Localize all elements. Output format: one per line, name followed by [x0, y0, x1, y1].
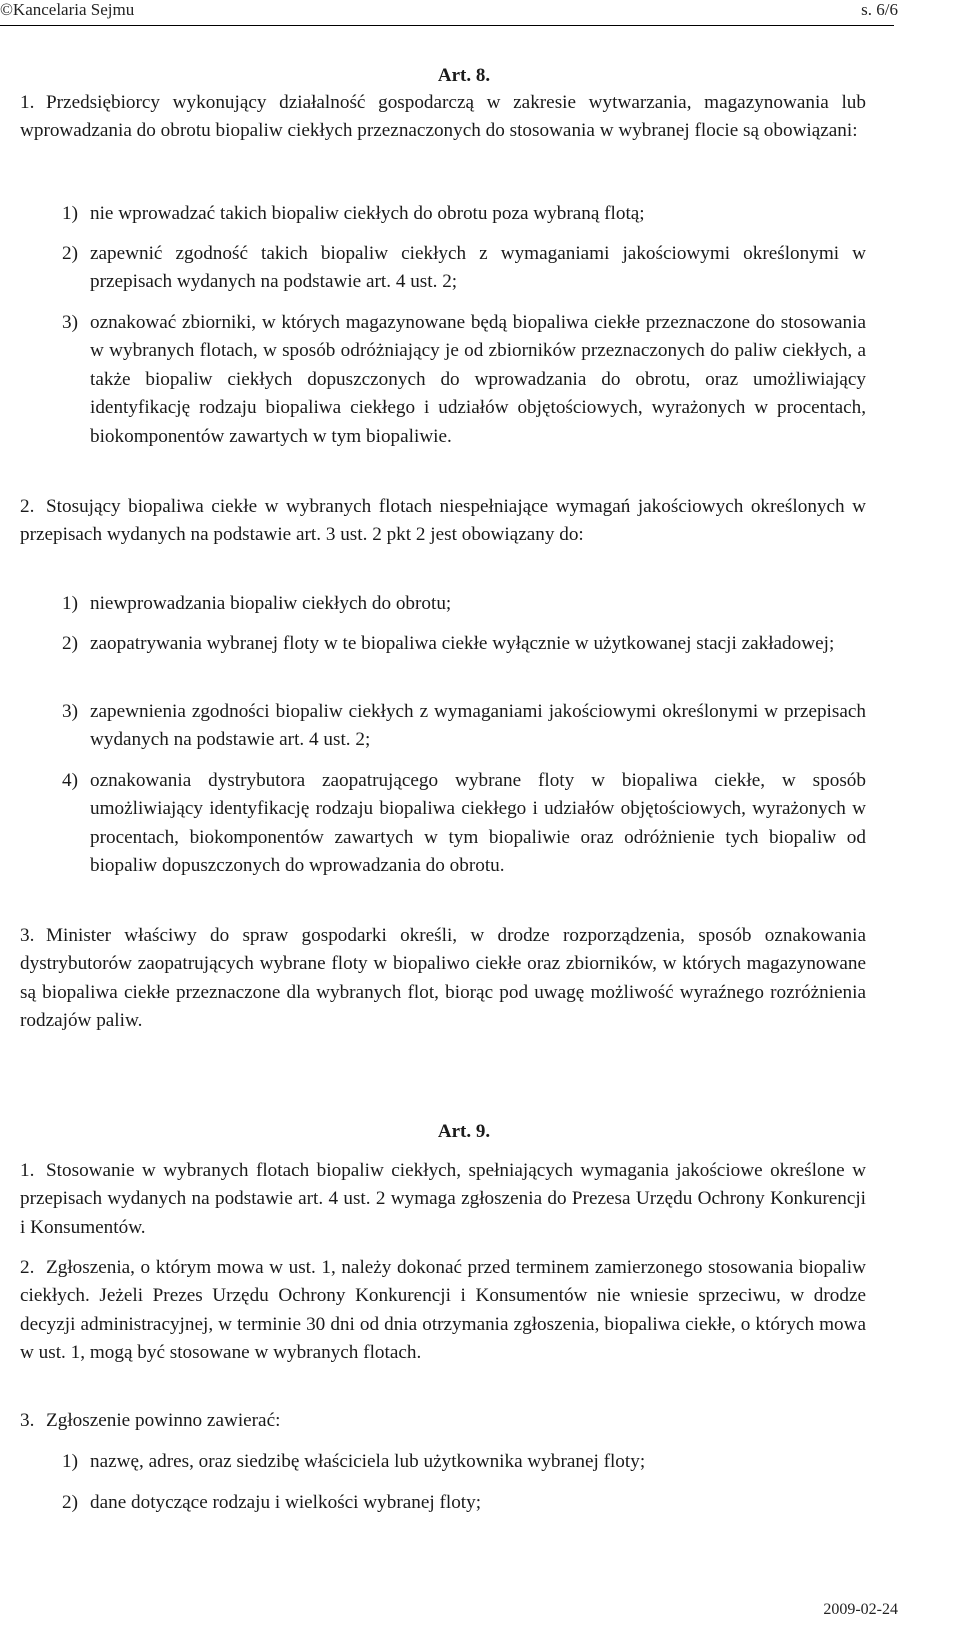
point-text: niewprowadzania biopaliw ciekłych do obrotu; — [90, 593, 452, 614]
art9-ust1 — [20, 1157, 866, 1242]
art8-ust2-text: Stosujący biopaliwa ciekłe w wybranych flotach niespełniające wymagań jakościowych określonych w przepisach wydanych na podstawie art. 3 ust. 2 pkt 2 jest obowiązany do: — [20, 496, 866, 546]
header-divider — [0, 25, 894, 26]
art8-ust1-point-2 — [62, 240, 866, 297]
art9-ust2-number: 2. — [20, 1257, 35, 1278]
article-9-title: Art. 9. — [437, 1121, 491, 1142]
art8-ust1-point-3 — [62, 309, 866, 451]
point-text: zaopatrywania wybranej floty w te biopaliwa ciekłe wyłącznie w użytkowanej stacji zakładowej; — [90, 633, 835, 654]
art9-ust2 — [20, 1254, 866, 1368]
art8-ust2 — [20, 493, 866, 550]
point-number: 2) — [62, 633, 78, 654]
point-number: 1) — [62, 593, 78, 614]
art8-ust3-text: Minister właściwy do spraw gospodarki określi, w drodze rozporządzenia, sposób oznakowania dystrybutorów zaopatrujących wybrane floty w biopaliwo ciekłe oraz zbiorników, w których magazynowane są biopaliwa ciekłe przeznaczone dla wybranych flot, biorąc pod uwagę możliwość wyraźnego rozróżnienia rodzajów paliw. — [20, 925, 866, 1032]
art8-ust2-point-2 — [62, 630, 866, 658]
art9-ust3 — [20, 1407, 866, 1435]
point-text: nie wprowadzać takich biopaliw ciekłych do obrotu poza wybraną flotą; — [90, 203, 645, 224]
art9-ust3-text: Zgłoszenie powinno zawierać: — [46, 1410, 281, 1431]
point-text: dane dotyczące rodzaju i wielkości wybranej floty; — [90, 1492, 482, 1513]
art9-ust3-point-1 — [62, 1448, 866, 1476]
point-number: 2) — [62, 243, 78, 264]
point-number: 4) — [62, 770, 78, 791]
art8-ust2-point-1 — [62, 590, 866, 618]
art8-ust2-point-4 — [62, 767, 866, 881]
footer-date: 2009-02-24 — [823, 1601, 898, 1618]
art8-ust2-point-3 — [62, 698, 866, 755]
art8-ust1-point-1 — [62, 200, 866, 228]
point-text: oznakować zbiorniki, w których magazynowane będą biopaliwa ciekłe przeznaczone do stosowania w wybranych flotach, w sposób odróżniający je od zbiorników przeznaczonych do paliw ciekłych, a także biopaliw ciekłych dopuszczonych do wprowadzania do obrotu, oraz umożliwiający identyfikację rodzaju biopaliwa ciekłego i udziałów objętościowych, wyrażonych w procentach, biokomponentów zawartych w tym biopaliwie. — [90, 312, 866, 447]
point-text: nazwę, adres, oraz siedzibę właściciela lub użytkownika wybranej floty; — [90, 1451, 646, 1472]
point-number: 3) — [62, 701, 78, 722]
art9-ust1-number: 1. — [20, 1160, 35, 1181]
art9-ust3-point-2 — [62, 1489, 866, 1517]
art9-ust3-number: 3. — [20, 1410, 35, 1431]
art8-ust3 — [20, 922, 866, 1036]
point-number: 1) — [62, 203, 78, 224]
header-page-number: s. 6/6 — [861, 0, 898, 19]
point-text: oznakowania dystrybutora zaopatrującego wybrane floty w biopaliwa ciekłe, w sposób umożliwiający identyfikację rodzaju biopaliwa ciekłego i udziałów objętościowych, wyrażonych w procentach, biokomponentów zawartych w tym biopaliwie oraz odróżnienie tych biopaliw od biopaliw dopuszczonych do wprowadzania do obrotu. — [90, 770, 866, 877]
art8-ust1 — [20, 89, 866, 146]
point-text: zapewnić zgodność takich biopaliw ciekłych z wymaganiami jakościowymi określonymi w przepisach wydanych na podstawie art. 4 ust. 2; — [90, 243, 866, 293]
point-text: zapewnienia zgodności biopaliw ciekłych z wymaganiami jakościowymi określonymi w przepisach wydanych na podstawie art. 4 ust. 2; — [90, 701, 866, 751]
art9-ust2-text: Zgłoszenia, o którym mowa w ust. 1, należy dokonać przed terminem zamierzonego stosowania biopaliw ciekłych. Jeżeli Prezes Urzędu Ochrony Konkurencji i Konsumentów nie wniesie sprzeciwu, w drodze decyzji administracyjnej, w terminie 30 dni od dnia otrzymania zgłoszenia, biopaliwa ciekłe, o których mowa w ust. 1, mogą być stosowane w wybranych flotach. — [20, 1257, 866, 1364]
art8-ust3-number: 3. — [20, 925, 35, 946]
art9-ust1-text: Stosowanie w wybranych flotach biopaliw ciekłych, spełniających wymagania jakościowe określone w przepisach wydanych na podstawie art. 4 ust. 2 wymaga zgłoszenia do Prezesa Urzędu Ochrony Konkurencji i Konsumentów. — [20, 1160, 866, 1238]
point-number: 2) — [62, 1492, 78, 1513]
point-number: 3) — [62, 312, 78, 333]
art8-ust1-number: 1. — [20, 92, 35, 113]
point-number: 1) — [62, 1451, 78, 1472]
article-8-title: Art. 8. — [437, 65, 491, 86]
header-source: ©Kancelaria Sejmu — [0, 0, 135, 19]
art8-ust2-number: 2. — [20, 496, 35, 517]
art8-ust1-text: Przedsiębiorcy wykonujący działalność gospodarczą w zakresie wytwarzania, magazynowania lub wprowadzania do obrotu biopaliw ciekłych przeznaczonych do stosowania w wybranej flocie są obowiązani: — [20, 92, 866, 142]
